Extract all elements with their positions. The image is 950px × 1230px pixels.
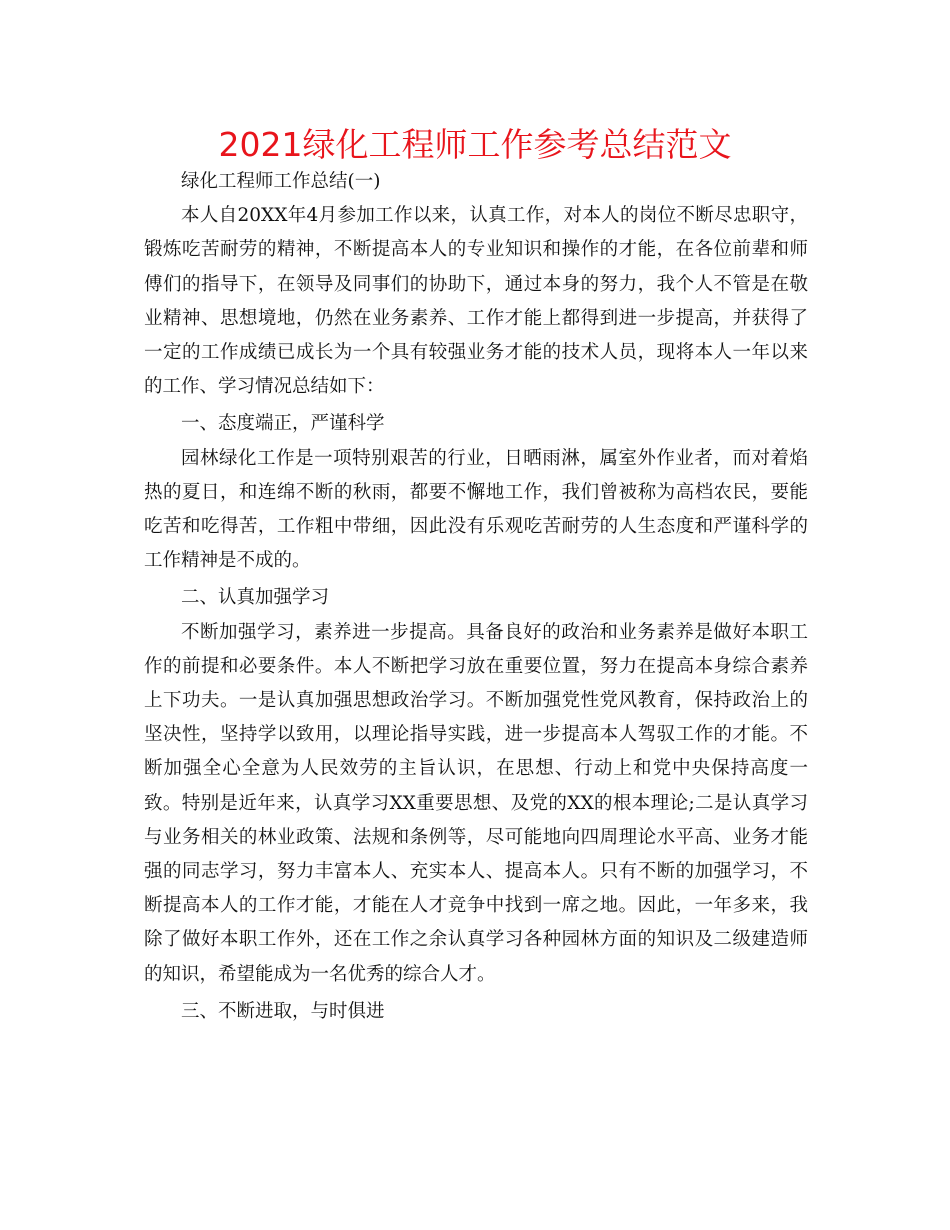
section-2-heading: 二、认真加强学习 [181, 587, 330, 609]
section-2-paragraph: 不断加强学习，素养进一步提高。具备良好的政治和业务素养是做好本职工作的前提和必要条件。本人不断把学习放在重要位置，努力在提高本身综合素养上下功夫。一是认真加强思想政治学习。不断加强党性党风教育，保持政治上的坚决性，坚持学以致用，以理论指导实践，进一步提高本人驾驭工作的才能。不断加强全心全意为人民效劳的主旨认识，在思想、行动上和党中央保持高度一致。特别是近年来，认真学习XX重要思想、及党的XX的根本理论;二是认真学习与业务相关的林业政策、法规和条例等，尽可能地向四周理论水平高、业务才能强的同志学习，努力丰富本人、充实本人、提高本人。只有不断的加强学习，不断提高本人的工作才能，才能在人才竞争中找到一席之地。因此，一年多来，我除了做好本职工作外，还在工作之余认真学习各种园林方面的知识及二级建造师的知识，希望能成为一名优秀的综合人才。 [144, 621, 808, 985]
section-1-paragraph: 园林绿化工作是一项特别艰苦的行业，日晒雨淋，属室外作业者，而对着焰热的夏日，和连绵不断的秋雨，都要不懈地工作，我们曾被称为高档农民，要能吃苦和吃得苦，工作粗中带细，因此没有乐观吃苦耐劳的人生态度和严谨科学的工作精神是不成的。 [144, 447, 808, 572]
document-title: 2021绿化工程师工作参考总结范文 [218, 125, 732, 164]
section-3-heading: 三、不断进取，与时俱进 [181, 1000, 385, 1022]
document-body [144, 165, 808, 1029]
subtitle: 绿化工程师工作总结(一) [181, 171, 381, 192]
section-1-heading: 一、态度端正，严谨科学 [181, 413, 385, 435]
intro-paragraph: 本人自20XX年4月参加工作以来，认真工作，对本人的岗位不断尽忠职守，锻炼吃苦耐劳的精神，不断提高本人的专业知识和操作的才能，在各位前辈和师傅们的指导下，在领导及同事们的协助下，通过本身的努力，我个人不管是在敬业精神、思想境地，仍然在业务素养、工作才能上都得到进一步提高，并获得了一定的工作成绩已成长为一个具有较强业务才能的技术人员，现将本人一年以来的工作、学习情况总结如下： [144, 205, 808, 398]
